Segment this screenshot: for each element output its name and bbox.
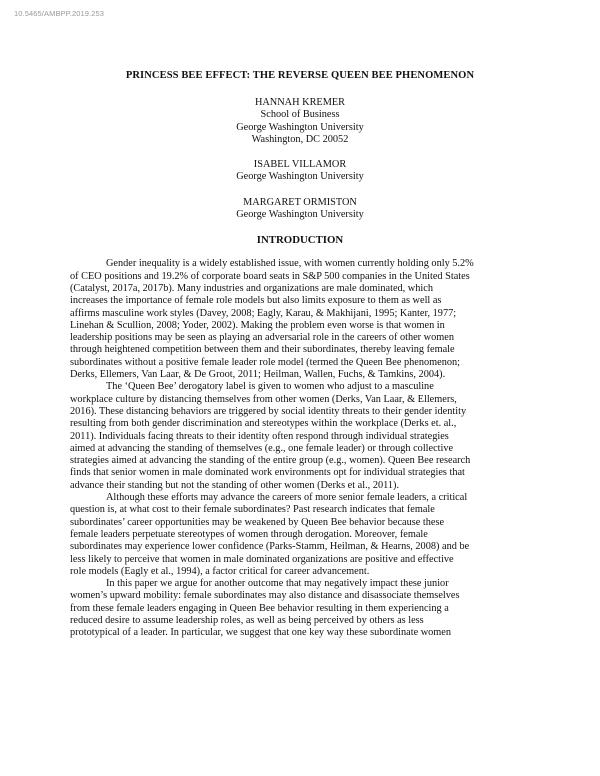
paragraph-line: increases the importance of female role models but also limits exposure to them as well as — [70, 295, 442, 307]
author-name: HANNAH KREMER — [254, 97, 346, 108]
paragraph-line: subordinates without a positive female leader role model (termed the Queen Bee phenomenon; — [70, 356, 461, 368]
paragraph — [70, 381, 530, 492]
author-block-3 — [70, 197, 530, 222]
author-name: ISABEL VILLAMOR — [253, 159, 347, 171]
paragraph-line: Derks, Ellemers, Van Laar, & De Groot, 2011; Heilman, Wallen, Fuchs, & Tamkins, 2004). — [70, 369, 446, 381]
paragraph-line: reduced desire to assume leadership roles, as well as being perceived by others as less — [70, 614, 424, 626]
paragraph-line: Gender inequality is a widely established issue, with women currently holding only 5.2% — [106, 258, 474, 270]
paragraph-line: through heightened competition between them and their subordinates, thereby leaving female — [70, 344, 455, 356]
paragraph-line: question is, at what cost to their female subordinates? Past research indicates that female — [70, 504, 435, 516]
paragraph-line: 2011). Individuals facing threats to their identity often respond through individual strategies — [70, 430, 449, 442]
paragraph-line: subordinates’ career opportunities may be weakened by Queen Bee behavior because these — [70, 516, 445, 528]
section-heading-introduction: INTRODUCTION — [256, 234, 344, 247]
author-affiliation: George Washington University — [236, 121, 364, 133]
paragraph-line: aimed at advancing the standing of themselves (e.g., one female leader) or through collective — [70, 442, 454, 454]
paragraph-line: In this paper we argue for another outcome that may negatively impact these junior — [106, 578, 449, 590]
author-affiliation: School of Business — [260, 109, 340, 121]
author-name: MARGARET ORMISTON — [243, 196, 357, 208]
author-address: Washington, DC 20052 — [251, 133, 349, 145]
paragraph-line: Linehan & Scullion, 2008; Yoder, 2002). Making the problem even worse is that women in — [70, 319, 445, 331]
paragraph-line: female leaders perpetuate stereotypes of women through derogation. Moreover, female — [70, 528, 428, 540]
author-affiliation: George Washington University — [236, 171, 364, 183]
paragraph-line: prototypical of a leader. In particular, we suggest that one key way these subordinate women — [70, 627, 452, 639]
paragraph — [70, 578, 530, 639]
paper-page — [70, 70, 530, 640]
paragraph-line: 2016). These distancing behaviors are triggered by social identity threats to their gender identity — [70, 405, 467, 417]
paragraph-line: The ‘Queen Bee’ derogatory label is given to women who adjust to a masculine — [106, 381, 434, 393]
paper-title: PRINCESS BEE EFFECT: THE REVERSE QUEEN BEE PHENOMENON — [125, 70, 475, 81]
paper-body — [70, 258, 530, 639]
paragraph-line: Although these efforts may advance the careers of more senior female leaders, a critical — [106, 492, 468, 504]
paragraph-line: women’s upward mobility: female subordinates may also distance and disassociate themselves — [70, 590, 460, 602]
paragraph-line: leadership positions may be seen as playing an adversarial role in the careers of other women — [70, 332, 454, 344]
author-block-1 — [70, 97, 530, 146]
author-affiliation: George Washington University — [236, 209, 364, 221]
paragraph-line: workplace culture by distancing themselves from other women (Derks, Van Laar, & Ellemers, — [70, 393, 457, 405]
paragraph-line: resulting from both gender discrimination and stereotypes within the workplace (Derks et. al., — [70, 418, 457, 430]
paragraph-line: strategies aimed at advancing the standing of the entire group (e.g., women). Queen Bee research — [70, 455, 471, 467]
author-block-2 — [70, 159, 530, 184]
paragraph-line: subordinates may experience lower confidence (Parks-Stamm, Heilman, & Hearns, 2008) and be — [70, 541, 470, 553]
doi-label: 10.5465/AMBPP.2019.253 — [14, 9, 105, 18]
paragraph-line: advance their standing but not the standing of other women (Derks et al., 2011). — [70, 479, 400, 491]
paragraph — [70, 492, 530, 578]
paragraph-line: from these female leaders engaging in Queen Bee behavior resulting in them experiencing a — [70, 602, 449, 614]
paragraph-line: of CEO positions and 19.2% of corporate board seats in S&P 500 companies in the United States — [70, 270, 470, 282]
paragraph-line: less likely to perceive that women in male dominated organizations are positive and effective — [70, 553, 454, 565]
paragraph-line: (Catalyst, 2017a, 2017b). Many industries and organizations are male dominated, which — [70, 282, 433, 294]
paragraph-line: finds that senior women in male dominated work environments opt for individual strategies that — [70, 467, 465, 479]
paragraph-line: affirms masculine work styles (Davey, 2008; Eagly, Karau, & Makhijani, 1995; Kanter, 1977; — [70, 307, 457, 319]
paragraph — [70, 258, 530, 381]
paragraph-line: role models (Eagly et al., 1994), a factor critical for career advancement. — [70, 565, 370, 577]
